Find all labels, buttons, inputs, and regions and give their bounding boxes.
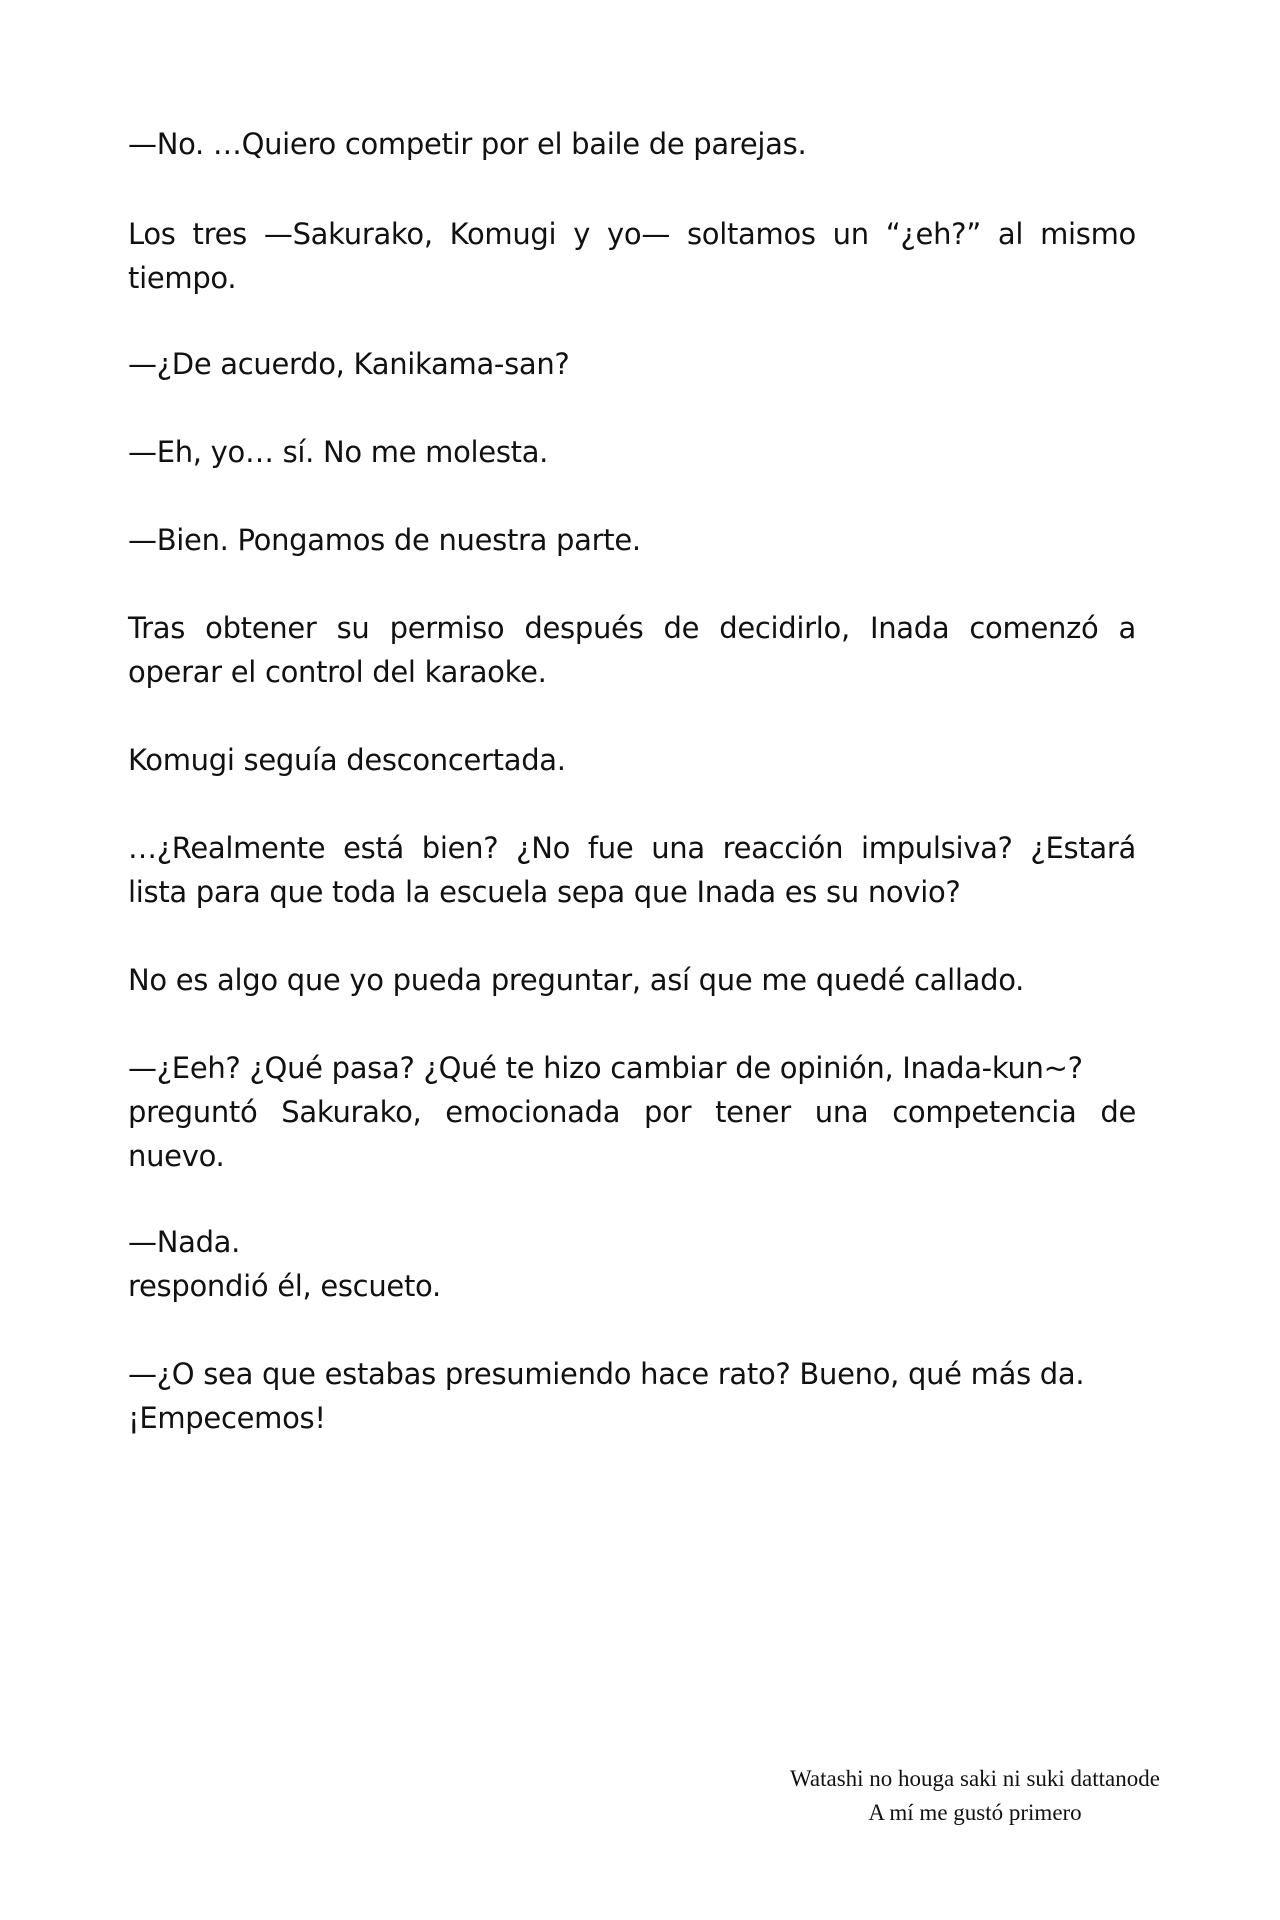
paragraph — [128, 606, 1136, 694]
paragraph — [128, 958, 1136, 1002]
text-line: Tras obtener su permiso después de decidirlo, Inada comenzó a — [128, 611, 1136, 645]
text-line: nuevo. — [128, 1139, 225, 1173]
text-line: operar el control del karaoke. — [128, 655, 547, 689]
page-footer — [740, 1762, 1210, 1830]
paragraph — [128, 826, 1136, 914]
text-line: preguntó Sakurako, emocionada por tener una competencia de — [128, 1095, 1136, 1129]
paragraph — [128, 212, 1136, 300]
text-line: —No. …Quiero competir por el baile de parejas. — [128, 127, 807, 161]
text-line: lista para que toda la escuela sepa que Inada es su novio? — [128, 875, 961, 909]
footer-title-romaji: Watashi no houga saki ni suki dattanode — [790, 1766, 1160, 1791]
footer-title-spanish: A mí me gustó primero — [868, 1800, 1082, 1825]
text-line: ¡Empecemos! — [128, 1401, 326, 1435]
paragraph — [128, 342, 1136, 386]
text-line: —¿De acuerdo, Kanikama-san? — [128, 347, 570, 381]
text-line: —Bien. Pongamos de nuestra parte. — [128, 523, 641, 557]
text-line: No es algo que yo pueda preguntar, así que me quedé callado. — [128, 963, 1025, 997]
paragraph — [128, 738, 1136, 782]
text-line: Komugi seguía desconcertada. — [128, 743, 566, 777]
paragraph — [128, 518, 1136, 562]
text-line: —¿Eeh? ¿Qué pasa? ¿Qué te hizo cambiar de opinión, Inada-kun~? — [128, 1051, 1083, 1085]
paragraph — [128, 1046, 1136, 1178]
text-line: Los tres —Sakurako, Komugi y yo— soltamos un “¿eh?” al mismo — [128, 217, 1136, 251]
text-line: —Nada. — [128, 1225, 241, 1259]
paragraph — [128, 1352, 1136, 1440]
paragraph — [128, 122, 1136, 166]
text-line: —¿O sea que estabas presumiendo hace rato? Bueno, qué más da. — [128, 1357, 1085, 1391]
text-line: …¿Realmente está bien? ¿No fue una reacción impulsiva? ¿Estará — [128, 831, 1136, 865]
paragraph — [128, 430, 1136, 474]
text-line: —Eh, yo… sí. No me molesta. — [128, 435, 549, 469]
text-line: respondió él, escueto. — [128, 1269, 441, 1303]
text-line: tiempo. — [128, 261, 237, 295]
paragraph — [128, 1220, 1136, 1308]
